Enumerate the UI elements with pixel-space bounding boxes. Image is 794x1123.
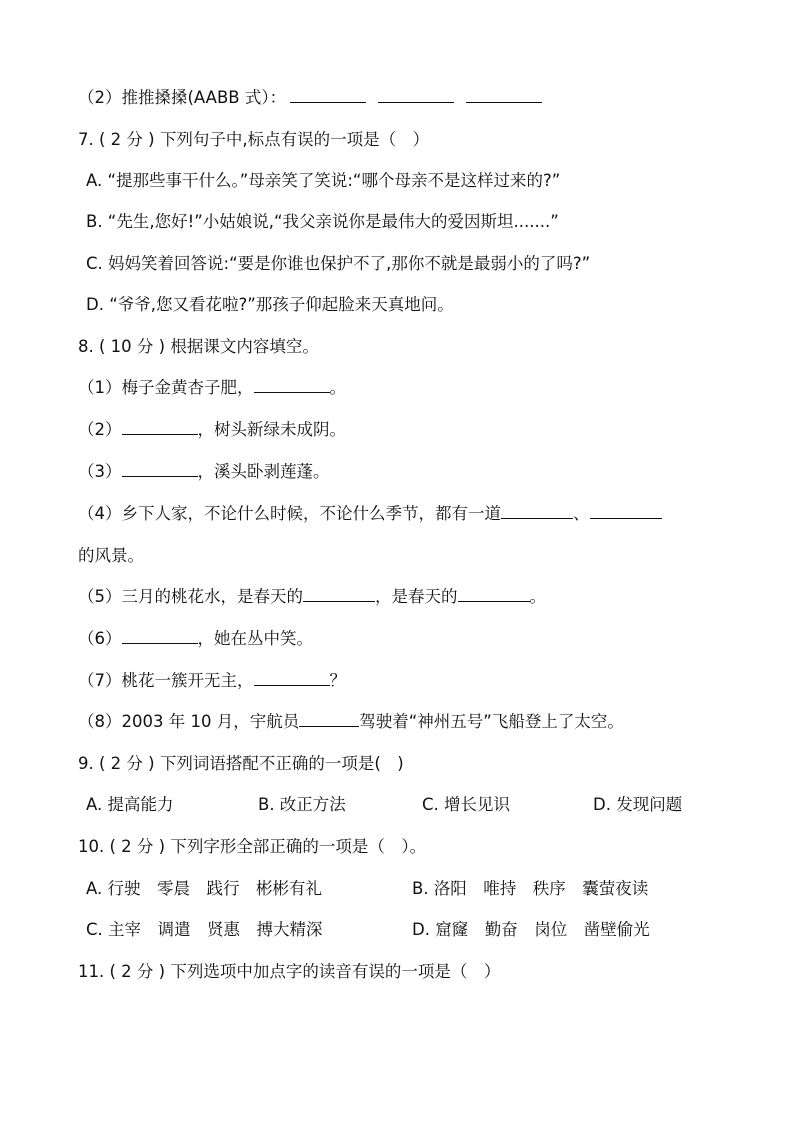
q8-item5 [78, 586, 546, 608]
q8-item8-text: （8）2003 年 10 月，宇航员 [78, 712, 300, 731]
q8-item2 [78, 419, 346, 441]
q8-item4 [78, 503, 662, 525]
q8-item3-text: ，溪头卧剥莲蓬。 [197, 462, 330, 481]
answer-blank[interactable] [466, 87, 542, 103]
q8-item7-end: ？ [329, 671, 346, 690]
q7-option-a[interactable]: A. “提那些事干什么。”母亲笑了笑说:“哪个母亲不是这样过来的?” [86, 171, 561, 190]
q8-item5-end: 。 [529, 587, 546, 606]
q9-option-a[interactable]: A. 提高能力 [86, 795, 174, 814]
q8-item6 [78, 628, 313, 650]
q10-stem: 10. ( 2 分 ) 下列字形全部正确的一项是（ ）。 [78, 837, 427, 856]
q8-item4-sep: 、 [573, 504, 590, 523]
answer-blank[interactable] [254, 377, 330, 393]
answer-blank[interactable] [378, 87, 454, 103]
q8-stem: 8. ( 10 分 ) 根据课文内容填空。 [78, 337, 319, 356]
q8-item6-text: ，她在丛中笑。 [197, 629, 313, 648]
q7-option-d[interactable]: D. “爷爷,您又看花啦?”那孩子仰起脸来天真地问。 [86, 295, 454, 314]
answer-blank[interactable] [590, 503, 662, 519]
answer-blank[interactable] [290, 87, 366, 103]
q10-option-c[interactable]: C. 主宰 调遣 贤惠 搏大精深 [86, 920, 323, 939]
q9-option-c[interactable]: C. 增长见识 [422, 795, 511, 814]
q7-option-c[interactable]: C. 妈妈笑着回答说:“要是你谁也保护不了,那你不就是最弱小的了吗?” [86, 254, 591, 273]
q8-item4-cont: 的风景。 [78, 546, 144, 565]
answer-blank[interactable] [501, 503, 573, 519]
answer-blank[interactable] [254, 670, 330, 686]
q10-option-a[interactable]: A. 行驶 零晨 践行 彬彬有礼 [86, 879, 322, 898]
q8-item3 [78, 461, 330, 483]
q7-stem: 7. ( 2 分 ) 下列句子中,标点有误的一项是（ ） [78, 130, 430, 149]
q8-item7 [78, 670, 346, 692]
q8-item2-num: （2） [78, 420, 122, 439]
answer-blank[interactable] [303, 586, 375, 602]
q9-option-d[interactable]: D. 发现问题 [593, 795, 683, 814]
q9-stem: 9. ( 2 分 ) 下列词语搭配不正确的一项是( ) [78, 754, 404, 773]
q8-item2-text: ，树头新绿未成阴。 [197, 420, 346, 439]
answer-blank[interactable] [458, 586, 530, 602]
q8-item5-mid: ，是春天的 [375, 587, 458, 606]
q8-item8 [78, 711, 624, 733]
answer-blank[interactable] [299, 711, 359, 727]
q8-item4-text: （4）乡下人家，不论什么时候，不论什么季节，都有一道 [78, 504, 501, 523]
q8-item5-text: （5）三月的桃花水，是春天的 [78, 587, 303, 606]
q10-option-b[interactable]: B. 洛阳 唯持 秩序 囊萤夜读 [412, 879, 649, 898]
q8-item6-num: （6） [78, 629, 122, 648]
q10-option-d[interactable]: D. 窟窿 勤奋 岗位 凿壁偷光 [412, 920, 650, 939]
answer-blank[interactable] [122, 461, 198, 477]
q8-item7-text: （7）桃花一簇开无主， [78, 671, 254, 690]
q11-stem: 11. ( 2 分 ) 下列选项中加点字的读音有误的一项是（ ） [78, 962, 501, 981]
q7-option-b[interactable]: B. “先生,您好!”小姑娘说,“我父亲说你是最伟大的爱因斯坦.......” [86, 212, 559, 231]
q6-item2-text: （2）推推搡搡(AABB 式）： [78, 88, 287, 107]
q8-item3-num: （3） [78, 462, 122, 481]
q8-item1-text: （1）梅子金黄杏子肥， [78, 378, 254, 397]
q9-option-b[interactable]: B. 改正方法 [258, 795, 346, 814]
q8-item1 [78, 377, 346, 399]
q6-item2 [78, 87, 542, 109]
q8-item8-end: 驾驶着“神州五号”飞船登上了太空。 [359, 712, 624, 731]
answer-blank[interactable] [122, 628, 198, 644]
answer-blank[interactable] [122, 419, 198, 435]
q8-item1-end: 。 [329, 378, 346, 397]
